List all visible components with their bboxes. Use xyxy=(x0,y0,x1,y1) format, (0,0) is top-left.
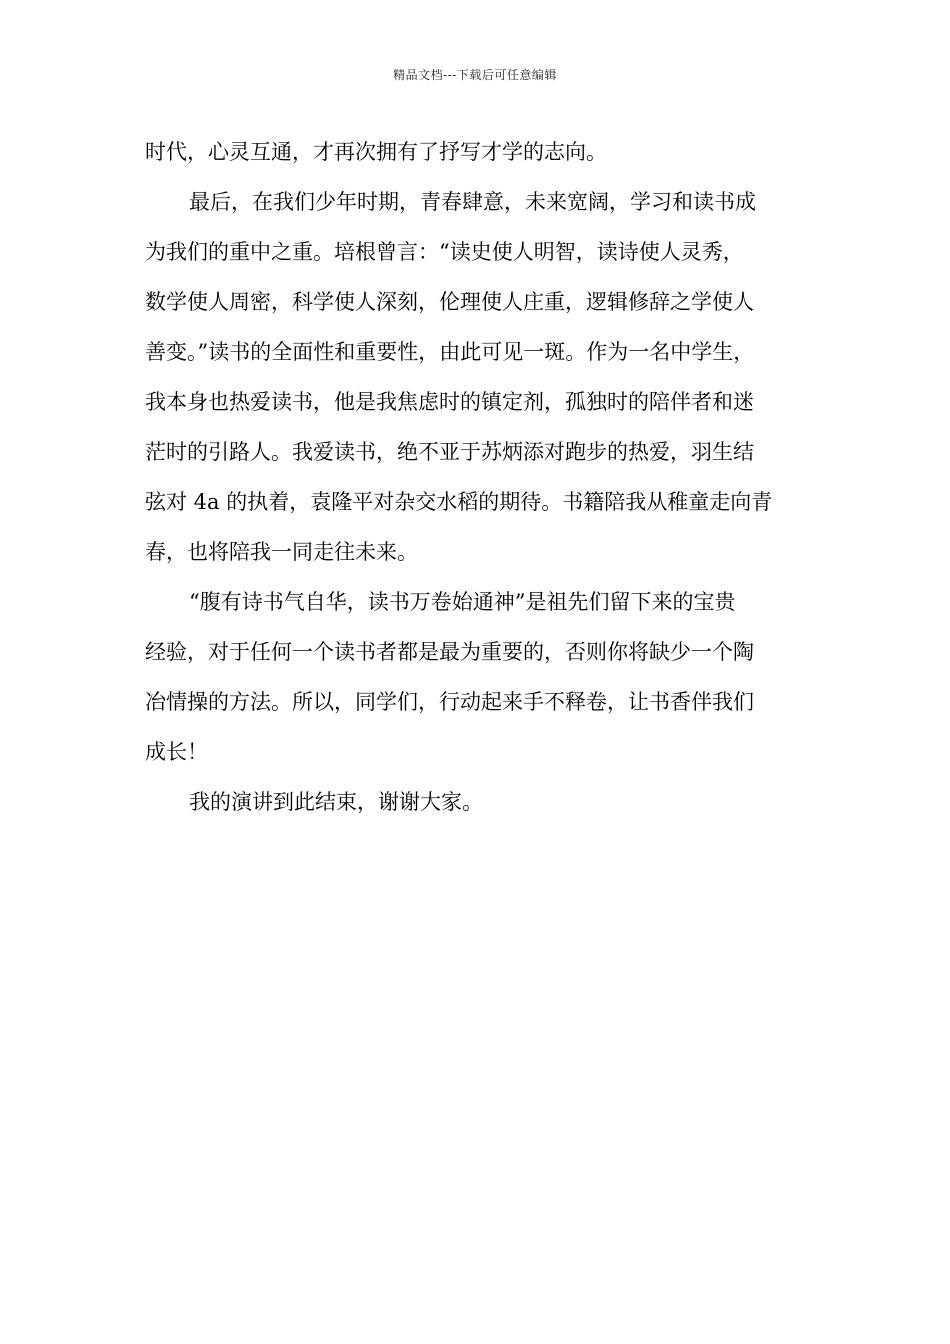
body-line: 冶情操的方法。所以，同学们，行动起来手不释卷，让书香伴我们 xyxy=(145,690,754,714)
document-body xyxy=(145,127,810,827)
body-line: 茫时的引路人。我爱读书，绝不亚于苏炳添对跑步的热爱，羽生结 xyxy=(145,440,754,464)
body-line: 数学使人周密，科学使人深刻，伦理使人庄重，逻辑修辞之学使人 xyxy=(145,290,754,314)
body-line: 成长！ xyxy=(145,740,208,764)
body-line: “腹有诗书气自华，读书万卷始通神”是祖先们留下来的宝贵 xyxy=(189,590,736,614)
body-line: 弦对 4a 的执着，袁隆平对杂交水稻的期待。书籍陪我从稚童走向青 xyxy=(145,490,773,514)
body-line: 最后，在我们少年时期，青春肆意，未来宽阔，学习和读书成 xyxy=(189,190,756,214)
page-header: 精品文档---下载后可任意编辑 xyxy=(393,68,557,82)
body-line: 善变。”读书的全面性和重要性，由此可见一斑。作为一名中学生， xyxy=(145,340,755,364)
body-line: 时代，心灵互通，才再次拥有了抒写才学的志向。 xyxy=(145,140,607,164)
body-line: 经验，对于任何一个读书者都是最为重要的，否则你将缺少一个陶 xyxy=(145,640,754,664)
body-line: 我的演讲到此结束，谢谢大家。 xyxy=(189,790,483,814)
body-line: 春，也将陪我一同走往未来。 xyxy=(145,540,418,564)
body-line: 我本身也热爱读书，他是我焦虑时的镇定剂，孤独时的陪伴者和迷 xyxy=(145,390,754,414)
body-line: 为我们的重中之重。培根曾言：“读史使人明智，读诗使人灵秀， xyxy=(145,240,744,264)
